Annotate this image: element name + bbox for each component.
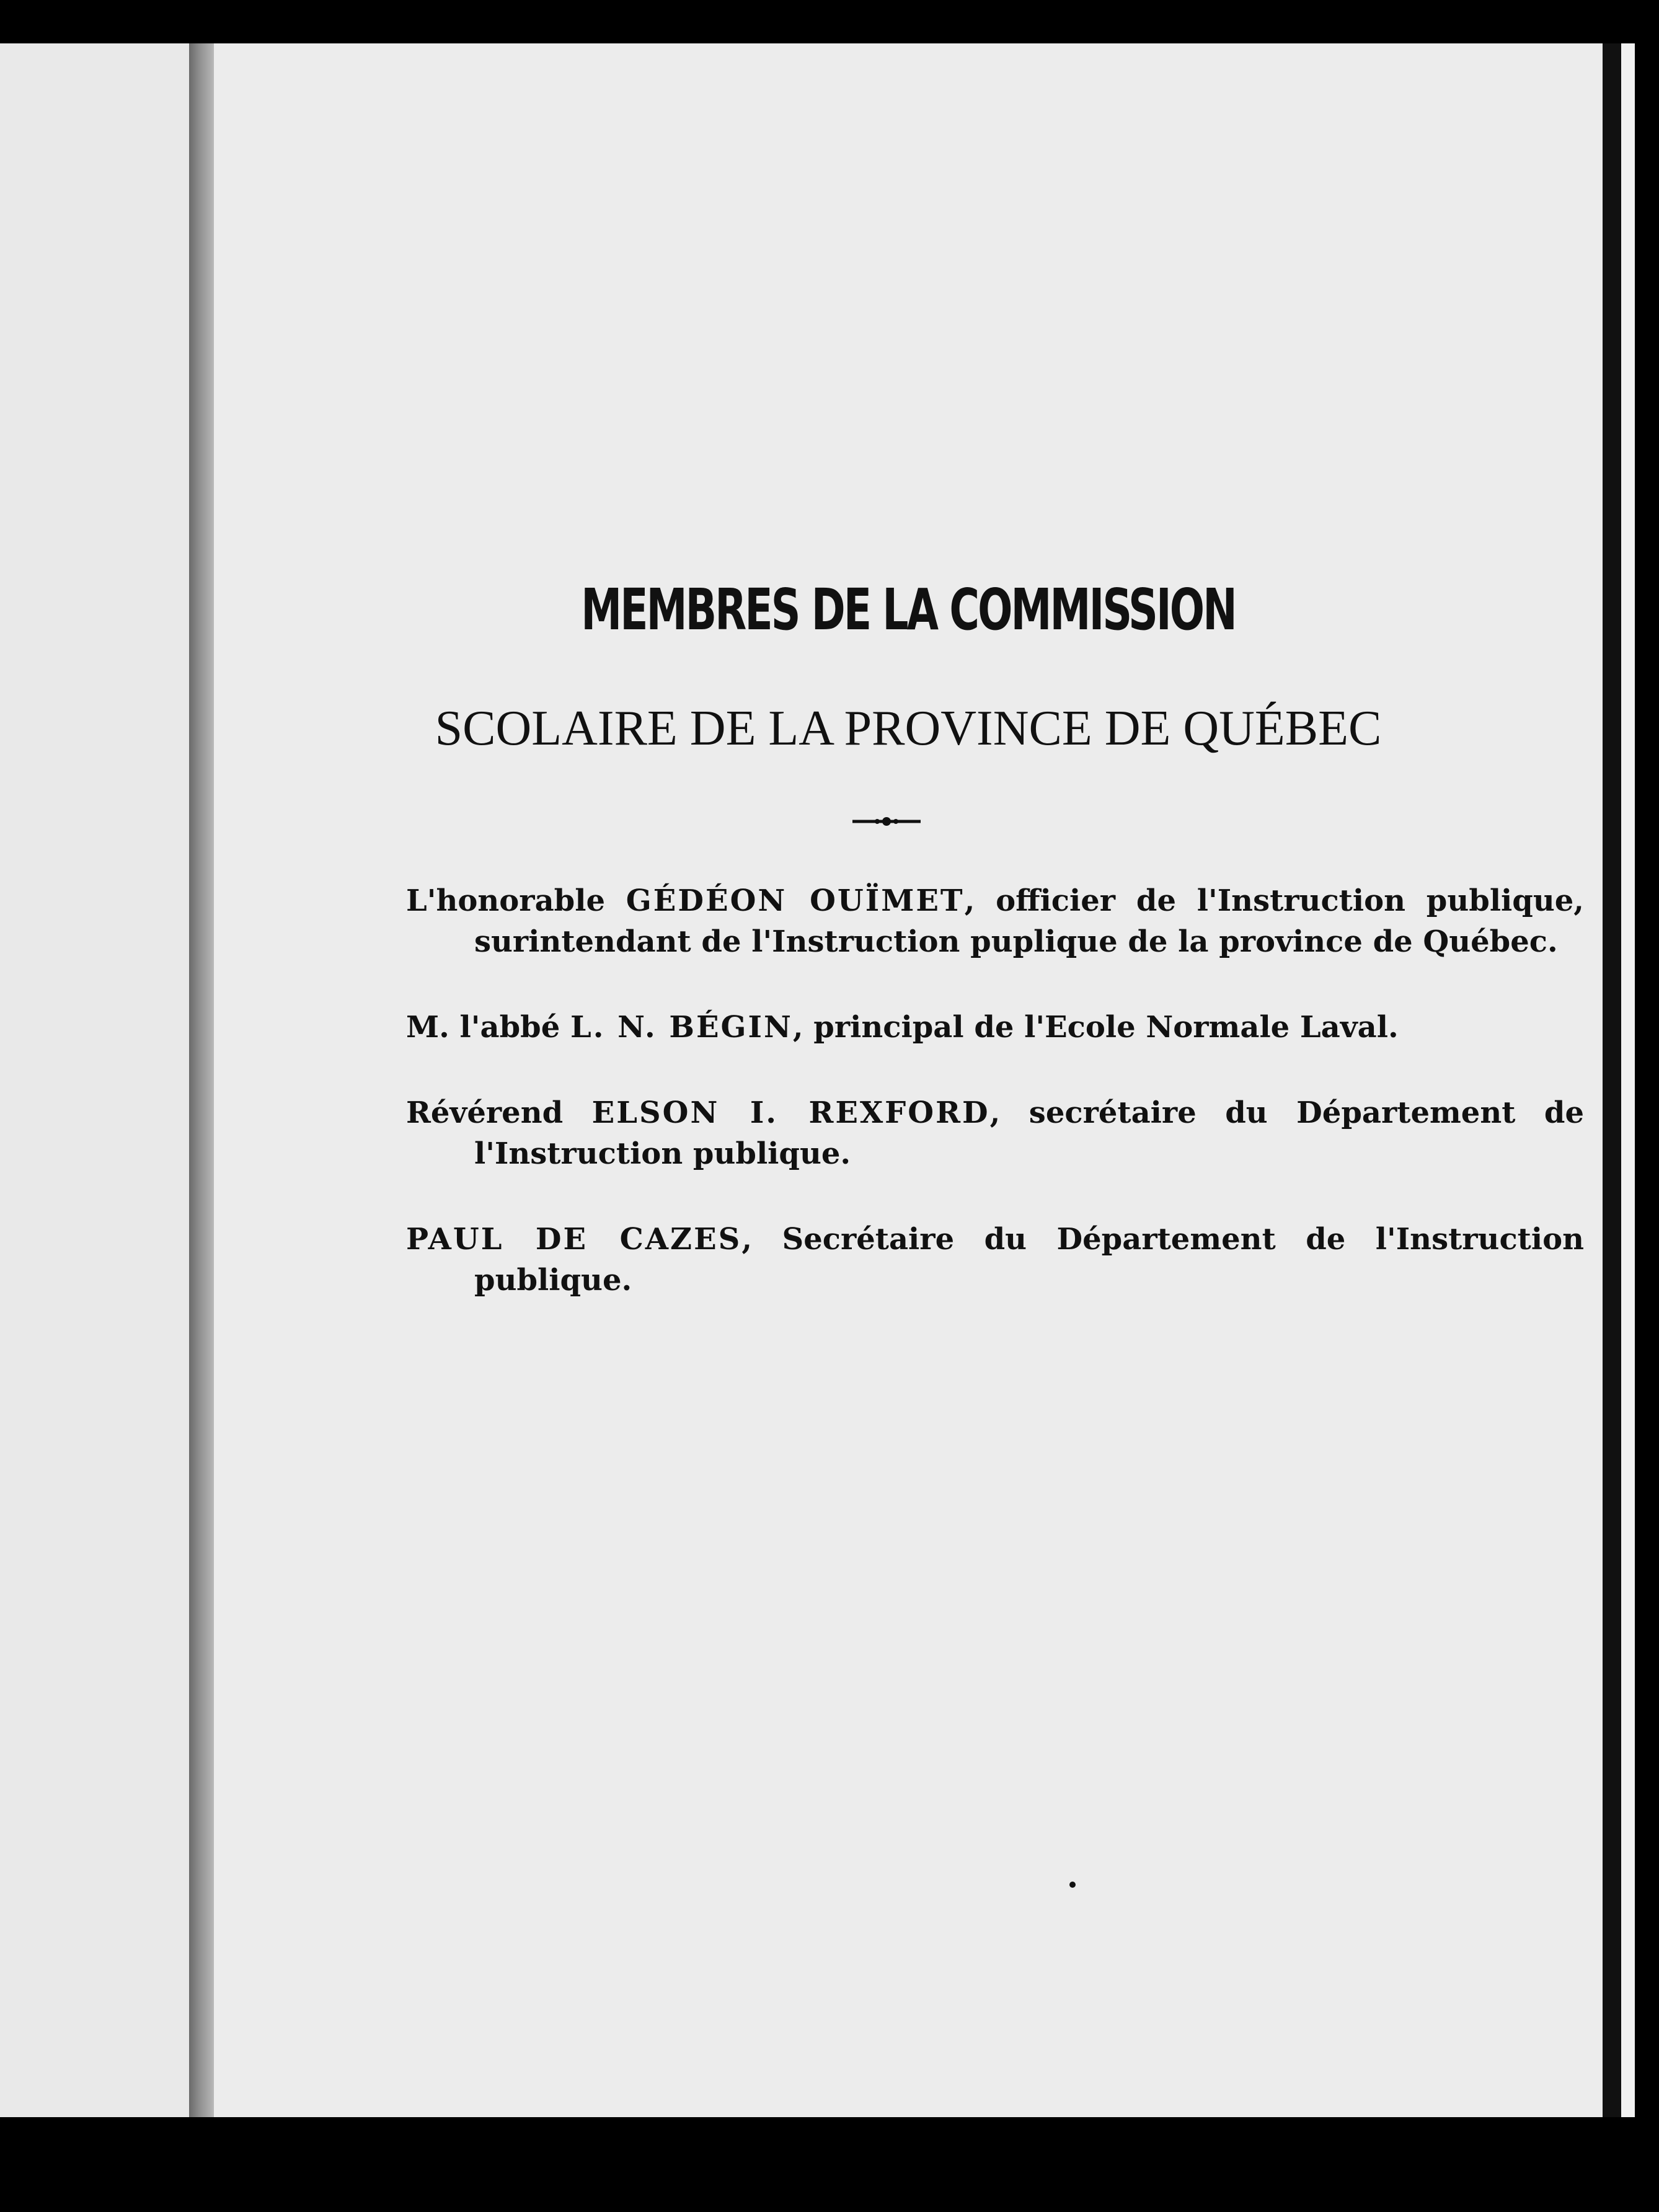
member-prefix: Révérend [406, 1095, 592, 1130]
member-entry [406, 880, 1584, 962]
member-prefix: L'honorable [406, 883, 626, 918]
members-list [406, 880, 1584, 1345]
ink-speck [1069, 1882, 1076, 1888]
member-entry [406, 1007, 1584, 1048]
page-edge-shadow [1603, 43, 1621, 2117]
member-description: , officier de l'Instruction publique, surintendant de l'Instruction puplique de la province de Québec. [474, 883, 1584, 959]
member-description: , principal de l'Ecole Normale Laval. [792, 1010, 1399, 1045]
member-name: ELSON I. REXFORD [591, 1095, 990, 1130]
member-description: , secrétaire du Département de l'Instruction publique. [474, 1095, 1584, 1171]
page-subtitle: SCOLAIRE DE LA PROVINCE DE QUÉBEC [435, 701, 1382, 756]
page-title: MEMBRES DE LA COMMISSION [581, 577, 1236, 643]
book-gutter [189, 43, 214, 2117]
member-prefix: M. l'abbé [406, 1010, 570, 1045]
member-entry [406, 1092, 1584, 1174]
member-name: GÉDÉON OUÏMET [626, 883, 965, 918]
document-page [214, 43, 1603, 2117]
member-description: , Secrétaire du Département de l'Instruction publique. [474, 1222, 1584, 1298]
left-facing-page [0, 43, 189, 2117]
member-name: L. N. BÉGIN [570, 1010, 793, 1045]
ornament-divider [852, 813, 921, 830]
page-edge-strip [1621, 43, 1635, 2117]
member-name: PAUL DE CAZES [406, 1222, 742, 1257]
member-entry [406, 1219, 1584, 1301]
